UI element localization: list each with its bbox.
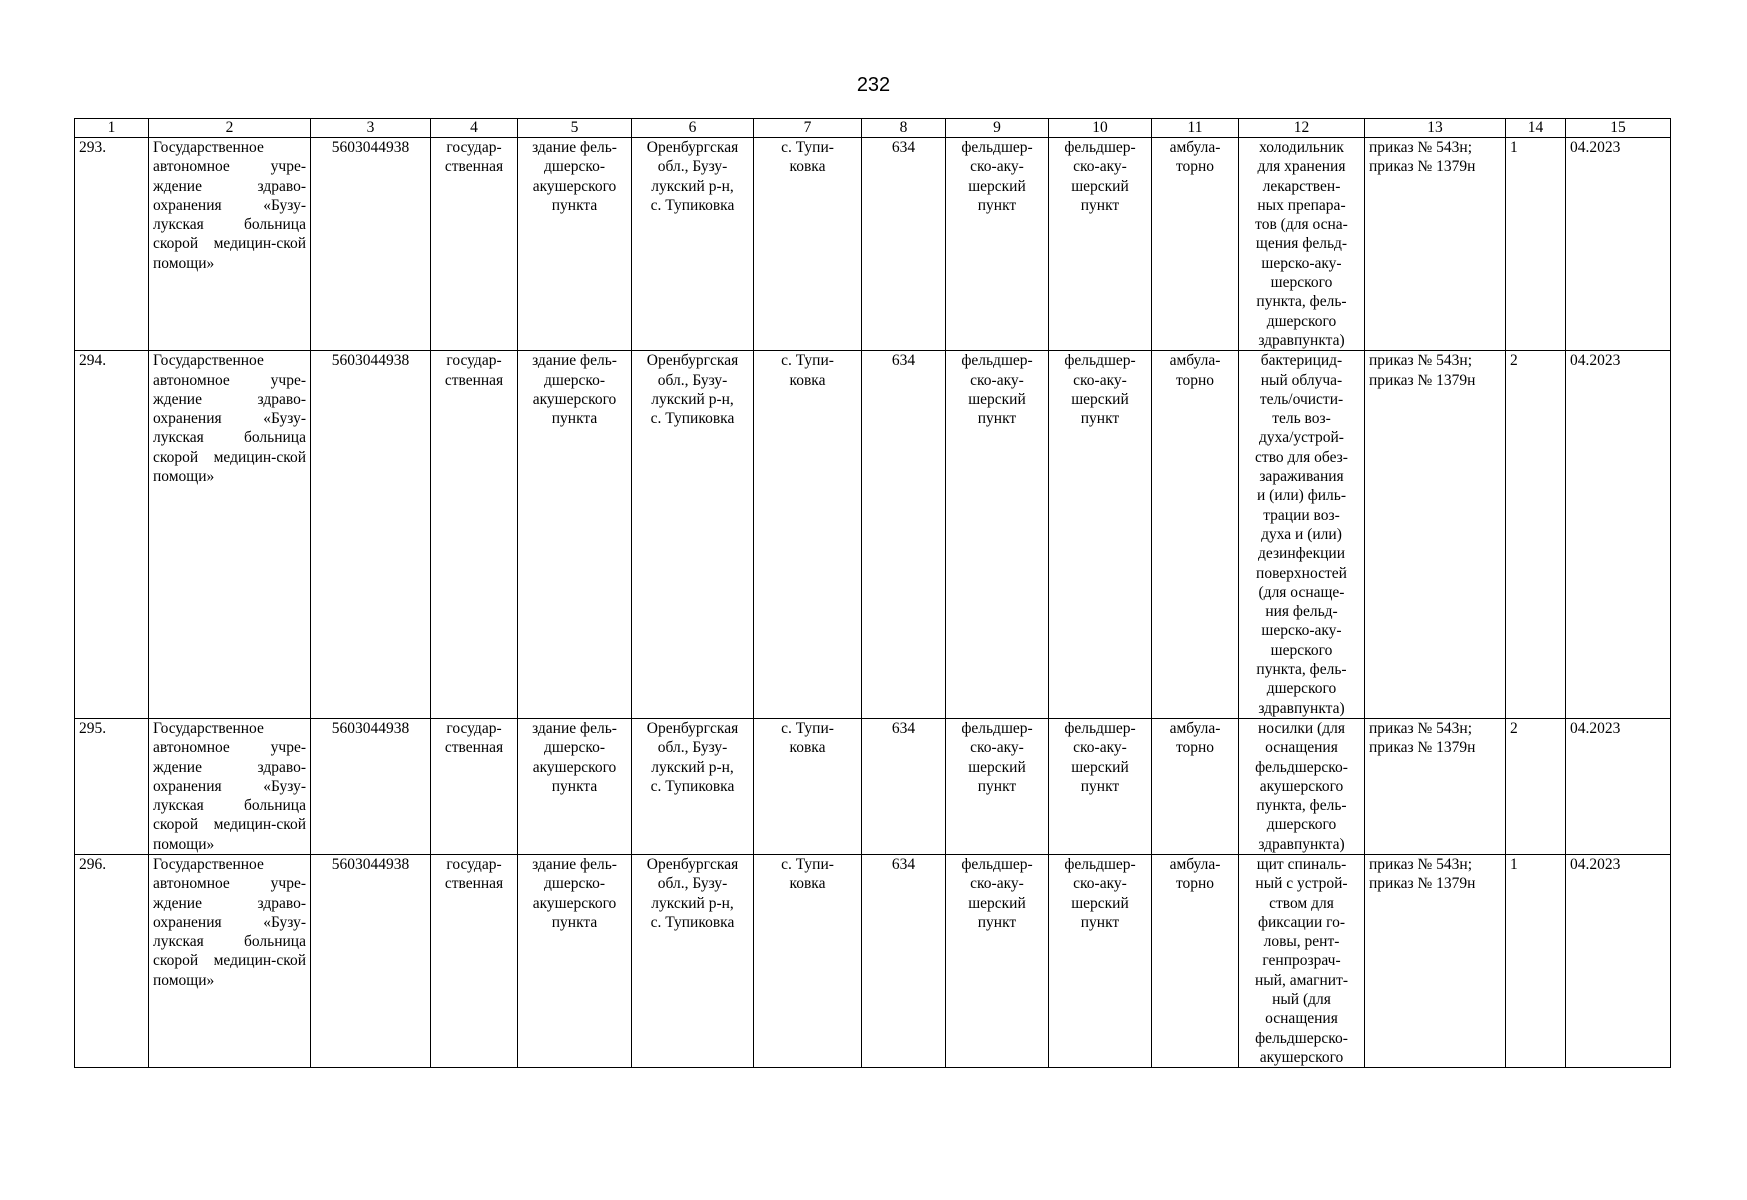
column-header: 14	[1506, 119, 1566, 138]
settlement: с. Тупи- ковка	[754, 718, 862, 854]
date: 04.2023	[1566, 718, 1671, 854]
code: 634	[862, 854, 946, 1067]
unit-name: фельдшер- ско-аку- шерский пункт	[1049, 138, 1152, 351]
ownership-type: государ- ственная	[431, 351, 518, 719]
order: приказ № 543н; приказ № 1379н	[1365, 351, 1506, 719]
column-header: 15	[1566, 119, 1671, 138]
care-form: амбула- торно	[1152, 138, 1239, 351]
column-header: 3	[311, 119, 431, 138]
quantity: 2	[1506, 718, 1566, 854]
ownership-type: государ- ственная	[431, 718, 518, 854]
unit-name: фельдшер- ско-аку- шерский пункт	[1049, 854, 1152, 1067]
ownership-type: государ- ственная	[431, 854, 518, 1067]
equipment: щит спиналь- ный с устрой- ством для фиксации го- ловы, рент- генпрозрач- ный, амагнит- ный (для оснащения фельдшерско- акушерского	[1239, 854, 1365, 1067]
ownership-type: государ- ственная	[431, 138, 518, 351]
column-header: 10	[1049, 119, 1152, 138]
date: 04.2023	[1566, 351, 1671, 719]
unit-type: фельдшер- ско-аку- шерский пункт	[946, 138, 1049, 351]
care-form: амбула- торно	[1152, 351, 1239, 719]
row-number: 295.	[75, 718, 149, 854]
organization-name: Государственное автономное учре-ждение здраво-охранения «Бузу-лукская больница скорой медицин-ской помощи»	[149, 351, 311, 719]
column-header: 6	[632, 119, 754, 138]
quantity: 1	[1506, 854, 1566, 1067]
order: приказ № 543н; приказ № 1379н	[1365, 718, 1506, 854]
building: здание фель- дшерско- акушерского пункта	[518, 138, 632, 351]
unit-type: фельдшер- ско-аку- шерский пункт	[946, 854, 1049, 1067]
order: приказ № 543н; приказ № 1379н	[1365, 138, 1506, 351]
table-row	[75, 351, 1671, 719]
quantity: 2	[1506, 351, 1566, 719]
inn: 5603044938	[311, 351, 431, 719]
address: Оренбургская обл., Бузу- лукский р-н, с. Тупиковка	[632, 351, 754, 719]
row-number: 296.	[75, 854, 149, 1067]
building: здание фель- дшерско- акушерского пункта	[518, 718, 632, 854]
building: здание фель- дшерско- акушерского пункта	[518, 854, 632, 1067]
equipment: бактерицид- ный облуча- тель/очисти- тель воз- духа/устрой- ство для обез- зараживания и (или) филь- трации воз- духа и (или) дезинфекции поверхностей (для оснаще- ния фельд- шерско-аку- шерского пункта, фель- дшерского здравпункта)	[1239, 351, 1365, 719]
table-row	[75, 718, 1671, 854]
organization-name: Государственное автономное учре-ждение здраво-охранения «Бузу-лукская больница скорой медицин-ской помощи»	[149, 718, 311, 854]
page-number: 232	[856, 74, 891, 96]
registry-table	[74, 118, 1671, 1068]
unit-type: фельдшер- ско-аку- шерский пункт	[946, 351, 1049, 719]
organization-name: Государственное автономное учре-ждение здраво-охранения «Бузу-лукская больница скорой медицин-ской помощи»	[149, 138, 311, 351]
unit-name: фельдшер- ско-аку- шерский пункт	[1049, 351, 1152, 719]
column-header: 1	[75, 119, 149, 138]
column-header: 4	[431, 119, 518, 138]
equipment: носилки (для оснащения фельдшерско- акушерского пункта, фель- дшерского здравпункта)	[1239, 718, 1365, 854]
column-header: 11	[1152, 119, 1239, 138]
settlement: с. Тупи- ковка	[754, 138, 862, 351]
column-header: 8	[862, 119, 946, 138]
row-number: 293.	[75, 138, 149, 351]
unit-type: фельдшер- ско-аку- шерский пункт	[946, 718, 1049, 854]
address: Оренбургская обл., Бузу- лукский р-н, с. Тупиковка	[632, 138, 754, 351]
header-row	[75, 119, 1671, 138]
column-header: 13	[1365, 119, 1506, 138]
date: 04.2023	[1566, 138, 1671, 351]
care-form: амбула- торно	[1152, 854, 1239, 1067]
building: здание фель- дшерско- акушерского пункта	[518, 351, 632, 719]
column-header: 9	[946, 119, 1049, 138]
unit-name: фельдшер- ско-аку- шерский пункт	[1049, 718, 1152, 854]
column-header: 7	[754, 119, 862, 138]
order: приказ № 543н; приказ № 1379н	[1365, 854, 1506, 1067]
settlement: с. Тупи- ковка	[754, 854, 862, 1067]
column-header: 2	[149, 119, 311, 138]
column-header: 12	[1239, 119, 1365, 138]
care-form: амбула- торно	[1152, 718, 1239, 854]
table-row	[75, 138, 1671, 351]
inn: 5603044938	[311, 854, 431, 1067]
address: Оренбургская обл., Бузу- лукский р-н, с. Тупиковка	[632, 854, 754, 1067]
organization-name: Государственное автономное учре-ждение здраво-охранения «Бузу-лукская больница скорой медицин-ской помощи»	[149, 854, 311, 1067]
date: 04.2023	[1566, 854, 1671, 1067]
row-number: 294.	[75, 351, 149, 719]
column-header: 5	[518, 119, 632, 138]
inn: 5603044938	[311, 718, 431, 854]
equipment: холодильник для хранения лекарствен- ных препара- тов (для осна- щения фельд- шерско-аку- шерского пункта, фель- дшерского здравпункта)	[1239, 138, 1365, 351]
code: 634	[862, 718, 946, 854]
code: 634	[862, 138, 946, 351]
address: Оренбургская обл., Бузу- лукский р-н, с. Тупиковка	[632, 718, 754, 854]
quantity: 1	[1506, 138, 1566, 351]
inn: 5603044938	[311, 138, 431, 351]
code: 634	[862, 351, 946, 719]
table-row	[75, 854, 1671, 1067]
settlement: с. Тупи- ковка	[754, 351, 862, 719]
